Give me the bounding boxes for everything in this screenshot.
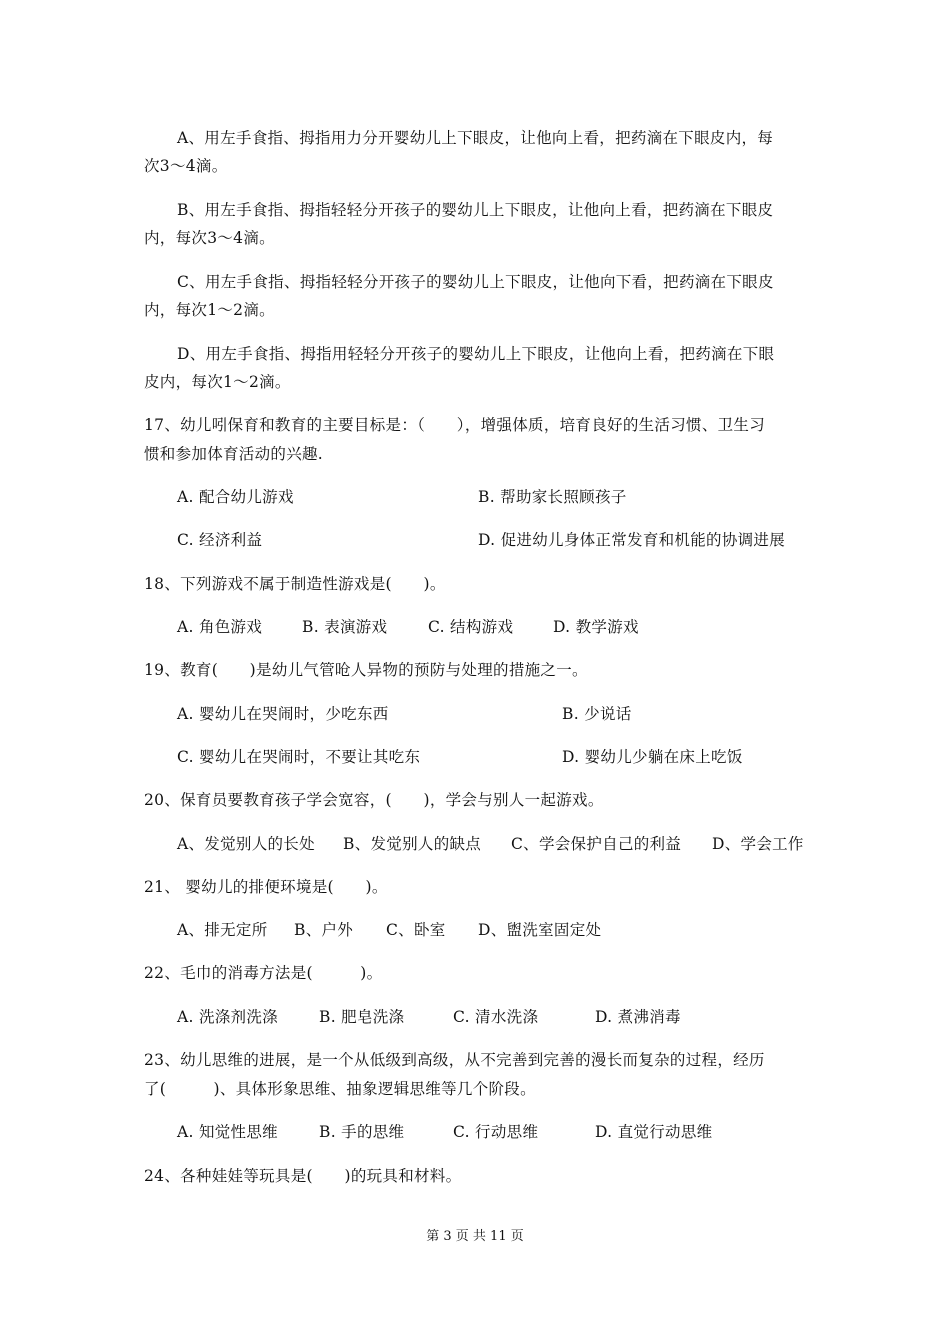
- q23-stem-line1: 23、幼儿思维的进展，是一个从低级到高级，从不完善到完善的漫长而复杂的过程，经历: [144, 1051, 765, 1069]
- q21-option-b: B、户外: [294, 921, 354, 939]
- q18-option-a: A. 角色游戏: [177, 618, 263, 636]
- q20-option-b: B、发觉别人的缺点: [343, 835, 482, 853]
- q16-option-c-line1: C、用左手食指、拇指轻轻分开孩子的婴幼儿上下眼皮，让他向下看，把药滴在下眼皮: [177, 273, 774, 291]
- q16-option-a-line1: A、用左手食指、拇指用力分开婴幼儿上下眼皮，让他向上看，把药滴在下眼皮内，每: [177, 129, 774, 147]
- q17-option-a: A. 配合幼儿游戏: [177, 488, 294, 506]
- q17-stem-line2: 惯和参加体育活动的兴趣.: [144, 445, 324, 463]
- q16-option-b-line1: B、用左手食指、拇指轻轻分开孩子的婴幼儿上下眼皮，让他向上看，把药滴在下眼皮: [177, 201, 774, 219]
- q21-option-c: C、卧室: [386, 921, 446, 939]
- q17-option-b: B. 帮助家长照顾孩子: [478, 488, 627, 506]
- q19-option-c: C. 婴幼儿在哭闹时，不要让其吃东: [177, 748, 421, 766]
- q23-option-b: B. 手的思维: [319, 1123, 405, 1141]
- q23-option-a: A. 知觉性思维: [177, 1123, 278, 1141]
- q19-stem: 19、教育( )是幼儿气管呛人异物的预防与处理的措施之一。: [144, 661, 588, 679]
- q18-option-b: B. 表演游戏: [302, 618, 388, 636]
- q23-option-c: C. 行动思维: [453, 1123, 539, 1141]
- page-number: 第 3 页 共 11 页: [426, 1229, 524, 1244]
- q18-stem: 18、下列游戏不属于制造性游戏是( )。: [144, 575, 446, 593]
- q17-option-d: D. 促进幼儿身体正常发育和机能的协调进展: [478, 531, 786, 549]
- q16-option-b-line2: 内，每次3～4滴。: [144, 229, 275, 247]
- q20-stem: 20、保育员要教育孩子学会宽容，( )，学会与别人一起游戏。: [144, 791, 604, 809]
- q22-option-a: A. 洗涤剂洗涤: [177, 1008, 278, 1026]
- q20-option-d: D、学会工作: [712, 835, 804, 853]
- q18-option-d: D. 教学游戏: [553, 618, 639, 636]
- q22-stem: 22、毛巾的消毒方法是( )。: [144, 964, 383, 982]
- q20-option-c: C、学会保护自己的利益: [511, 835, 682, 853]
- q17-stem-line1: 17、幼儿吲保育和教育的主要目标是：（ ），增强体质，培育良好的生活习惯、卫生习: [144, 416, 766, 434]
- q19-option-b: B. 少说话: [562, 705, 632, 723]
- q22-option-c: C. 清水洗涤: [453, 1008, 539, 1026]
- q21-option-a: A、排无定所: [177, 921, 268, 939]
- q16-option-d-line2: 皮内，每次1～2滴。: [144, 373, 291, 391]
- q23-stem-line2: 了( )、具体形象思维、抽象逻辑思维等几个阶段。: [144, 1080, 536, 1098]
- q22-option-d: D. 煮沸消毒: [595, 1008, 681, 1026]
- q21-option-d: D、盥洗室固定处: [478, 921, 602, 939]
- q17-option-c: C. 经济利益: [177, 531, 263, 549]
- q18-option-c: C. 结构游戏: [428, 618, 514, 636]
- q24-stem: 24、各种娃娃等玩具是( )的玩具和材料。: [144, 1167, 462, 1185]
- q19-option-d: D. 婴幼儿少躺在床上吃饭: [562, 748, 743, 766]
- q16-option-c-line2: 内，每次1～2滴。: [144, 301, 275, 319]
- q19-option-a: A. 婴幼儿在哭闹时，少吃东西: [177, 705, 389, 723]
- q16-option-a-line2: 次3～4滴。: [144, 157, 228, 175]
- q22-option-b: B. 肥皂洗涤: [319, 1008, 405, 1026]
- q16-option-d-line1: D、用左手食指、拇指用轻轻分开孩子的婴幼儿上下眼皮，让他向上看，把药滴在下眼: [177, 345, 775, 363]
- q20-option-a: A、发觉别人的长处: [177, 835, 315, 853]
- q21-stem: 21、 婴幼儿的排便环境是( )。: [144, 878, 388, 896]
- q23-option-d: D. 直觉行动思维: [595, 1123, 713, 1141]
